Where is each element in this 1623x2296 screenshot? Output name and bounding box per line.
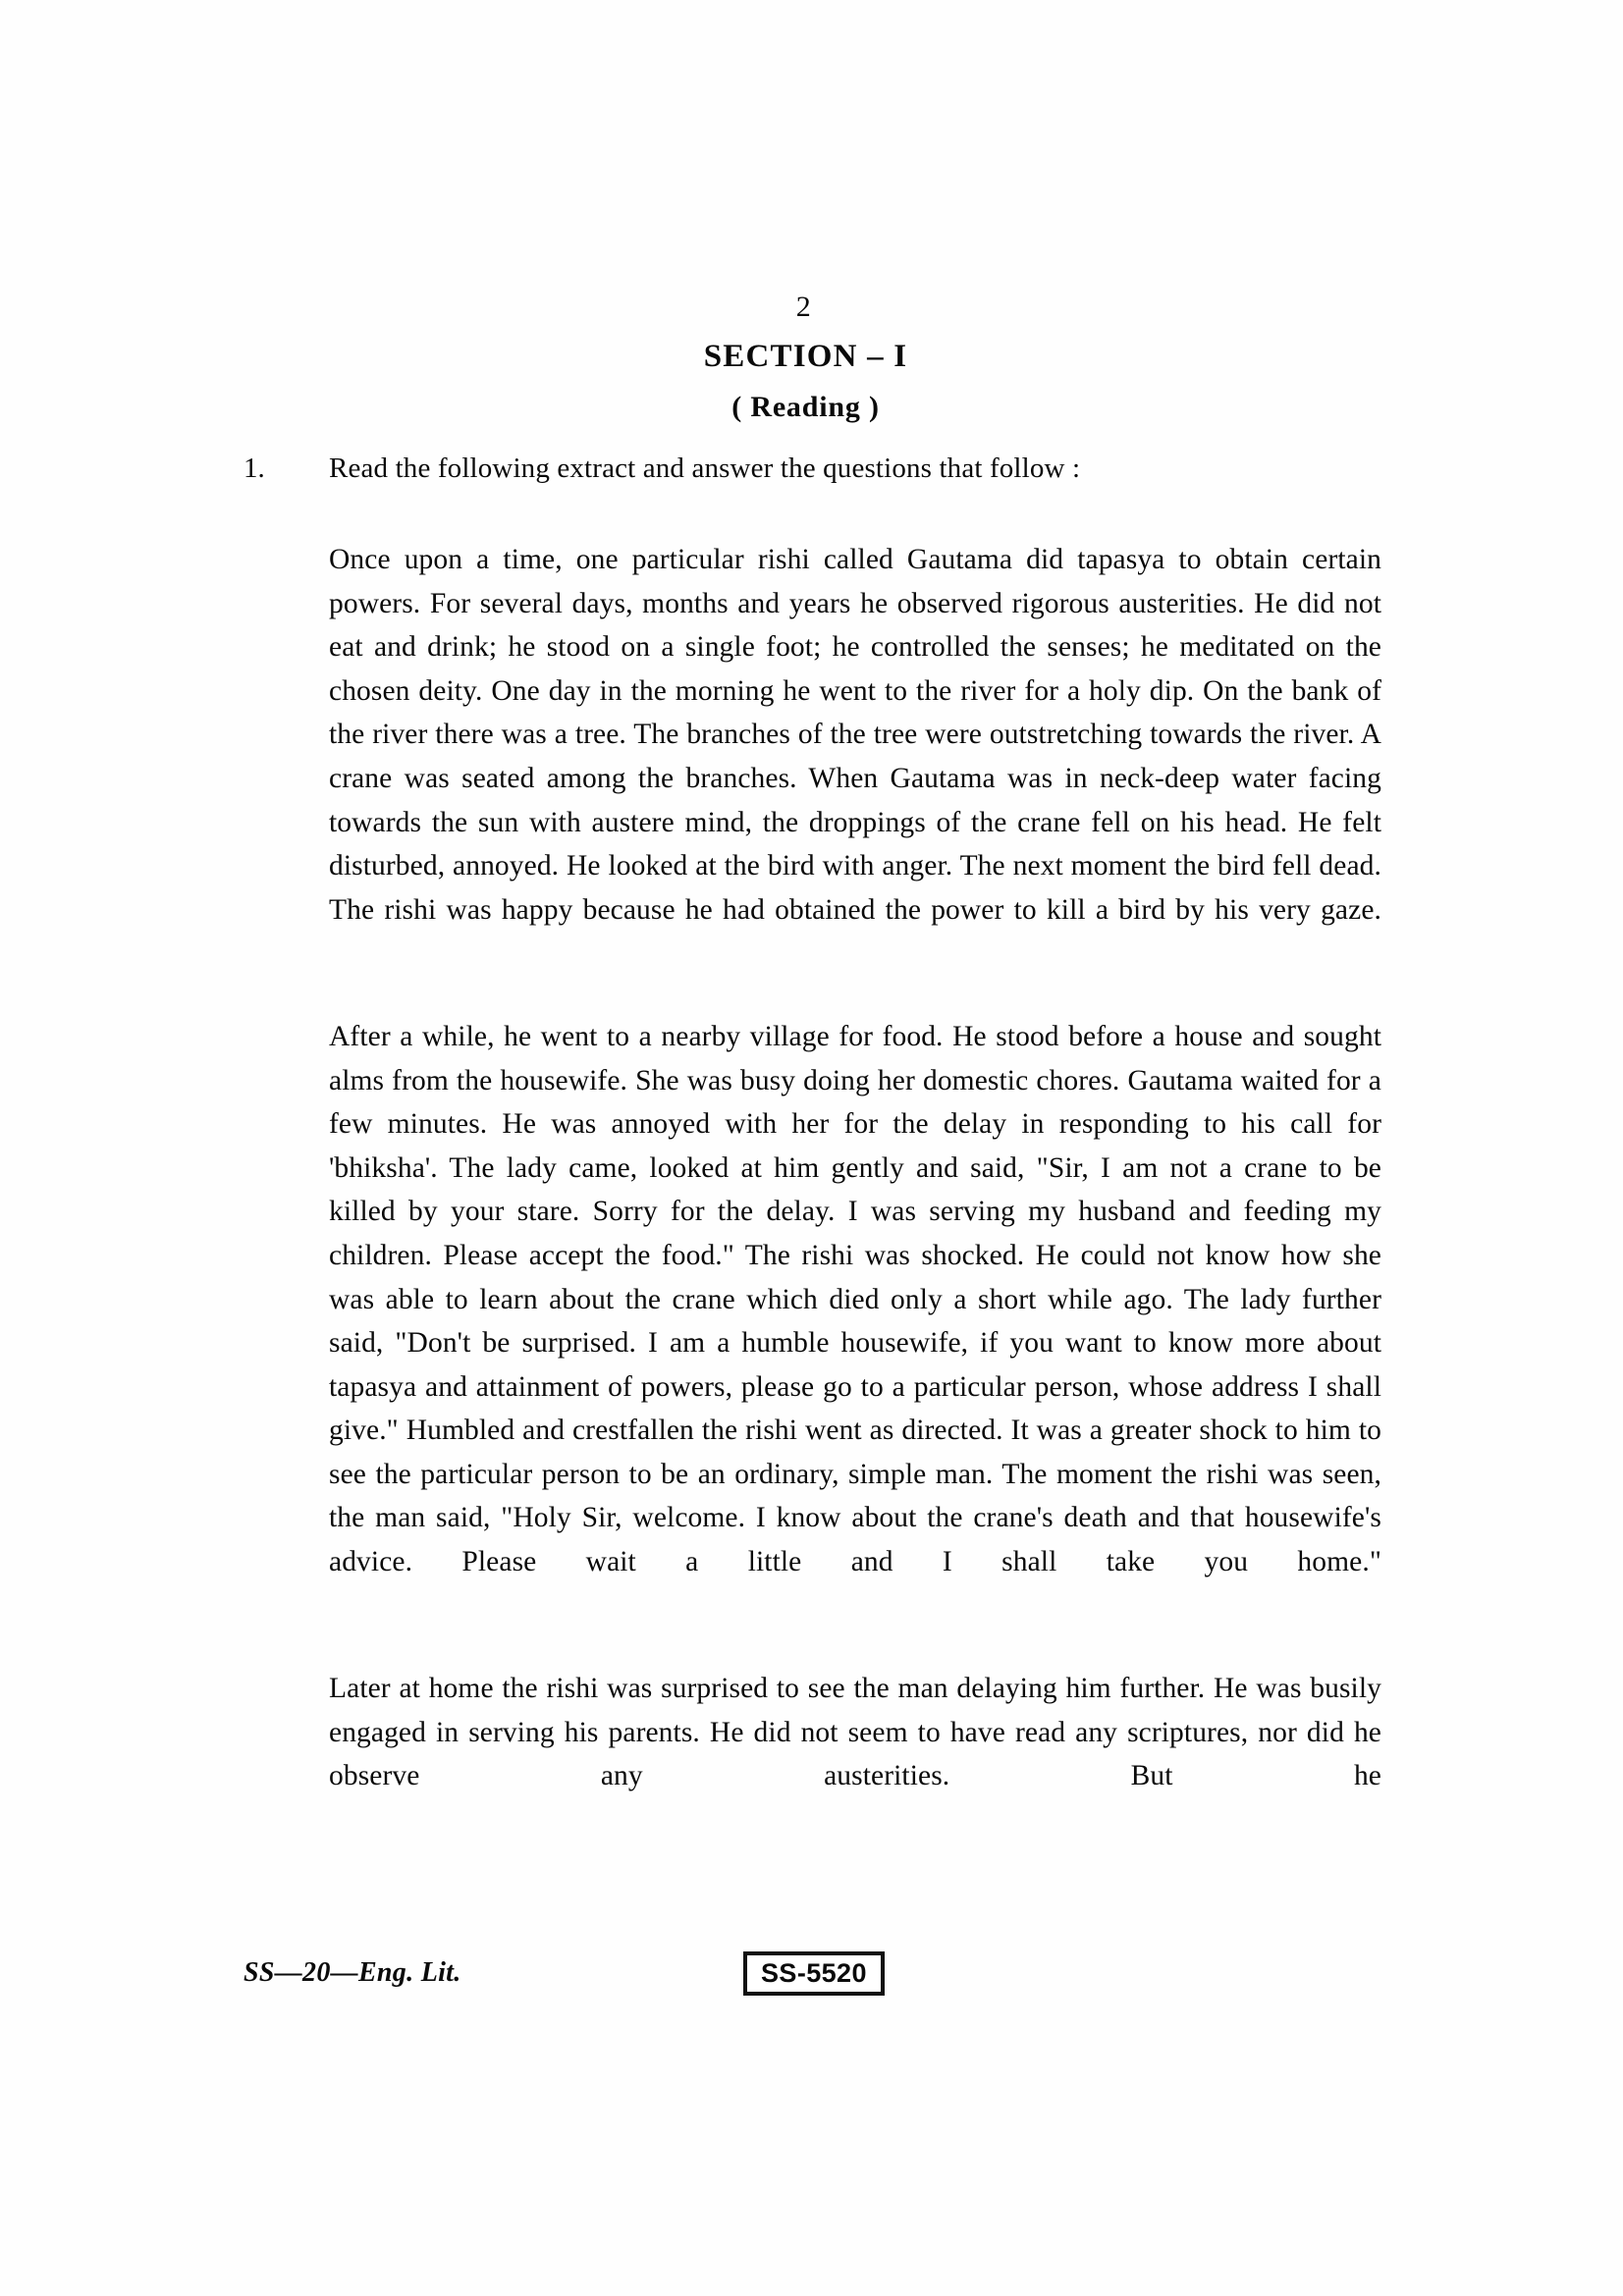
page-footer	[0, 1951, 1623, 2006]
paper-code-label: SS-5520	[761, 1958, 867, 1988]
section-heading-text: SECTION – I	[703, 339, 908, 374]
paper-code-box	[743, 1951, 885, 1996]
page-number-value: 2	[795, 291, 812, 323]
section-subheading	[0, 391, 1623, 424]
question-number: 1.	[243, 453, 265, 484]
subject-code-label: SS—20—Eng. Lit.	[243, 1957, 461, 1988]
extract-paragraph-1: Once upon a time, one particular rishi called Gautama did tapasya to obtain certain powers. For several days, months and years he observed rigorous austerities. He did not eat and drink; he stood on a single foot; he controlled the senses; he meditated on the chosen deity. One day in the morning he went to the river for a holy dip. On the bank of the river there was a tree. The branches of the tree were outstretching towards the river. A crane was seated among the branches. When Gautama was in neck-deep water facing towards the sun with austere mind, the droppings of the crane fell on his head. He felt disturbed, annoyed. He looked at the bird with anger. The next moment the bird fell dead. The rishi was happy because he had obtained the power to kill a bird by his very gaze.	[329, 544, 1381, 926]
extract-paragraph-2: After a while, he went to a nearby village for food. He stood before a house and sought alms from the housewife. She was busy doing her domestic chores. Gautama waited for a few minutes. He was annoyed with her for the delay in responding to his call for 'bhiksha'. The lady came, looked at him gently and said, "Sir, I am not a crane to be killed by your stare. Sorry for the delay. I was serving my husband and feeding my children. Please accept the food." The rishi was shocked. He could not know how she was able to learn about the crane which died only a short while ago. The lady further said, "Don't be surprised. I am a humble housewife, if you want to know more about tapasya and attainment of powers, please go to a particular person, whose address I shall give." Humbled and crestfallen the rishi went as directed. It was a greater shock to him to see the particular person to be an ordinary, simple man. The moment the rishi was seen, the man said, "Holy Sir, welcome. I know about the crane's death and that housewife's advice. Please wait a little and I shall take you home."	[329, 1020, 1381, 1578]
extract-paragraph-3: Later at home the rishi was surprised to see the man delaying him further. He was busily engaged in serving his parents. He did not seem to have read any scriptures, nor did he observe any austerities. But he	[329, 1673, 1381, 1792]
question-prompt: Read the following extract and answer the questions that follow :	[329, 453, 1081, 484]
reading-extract	[329, 538, 1381, 1842]
section-heading	[0, 339, 1623, 375]
page-number	[0, 293, 1623, 322]
section-subheading-text: ( Reading )	[731, 391, 880, 423]
